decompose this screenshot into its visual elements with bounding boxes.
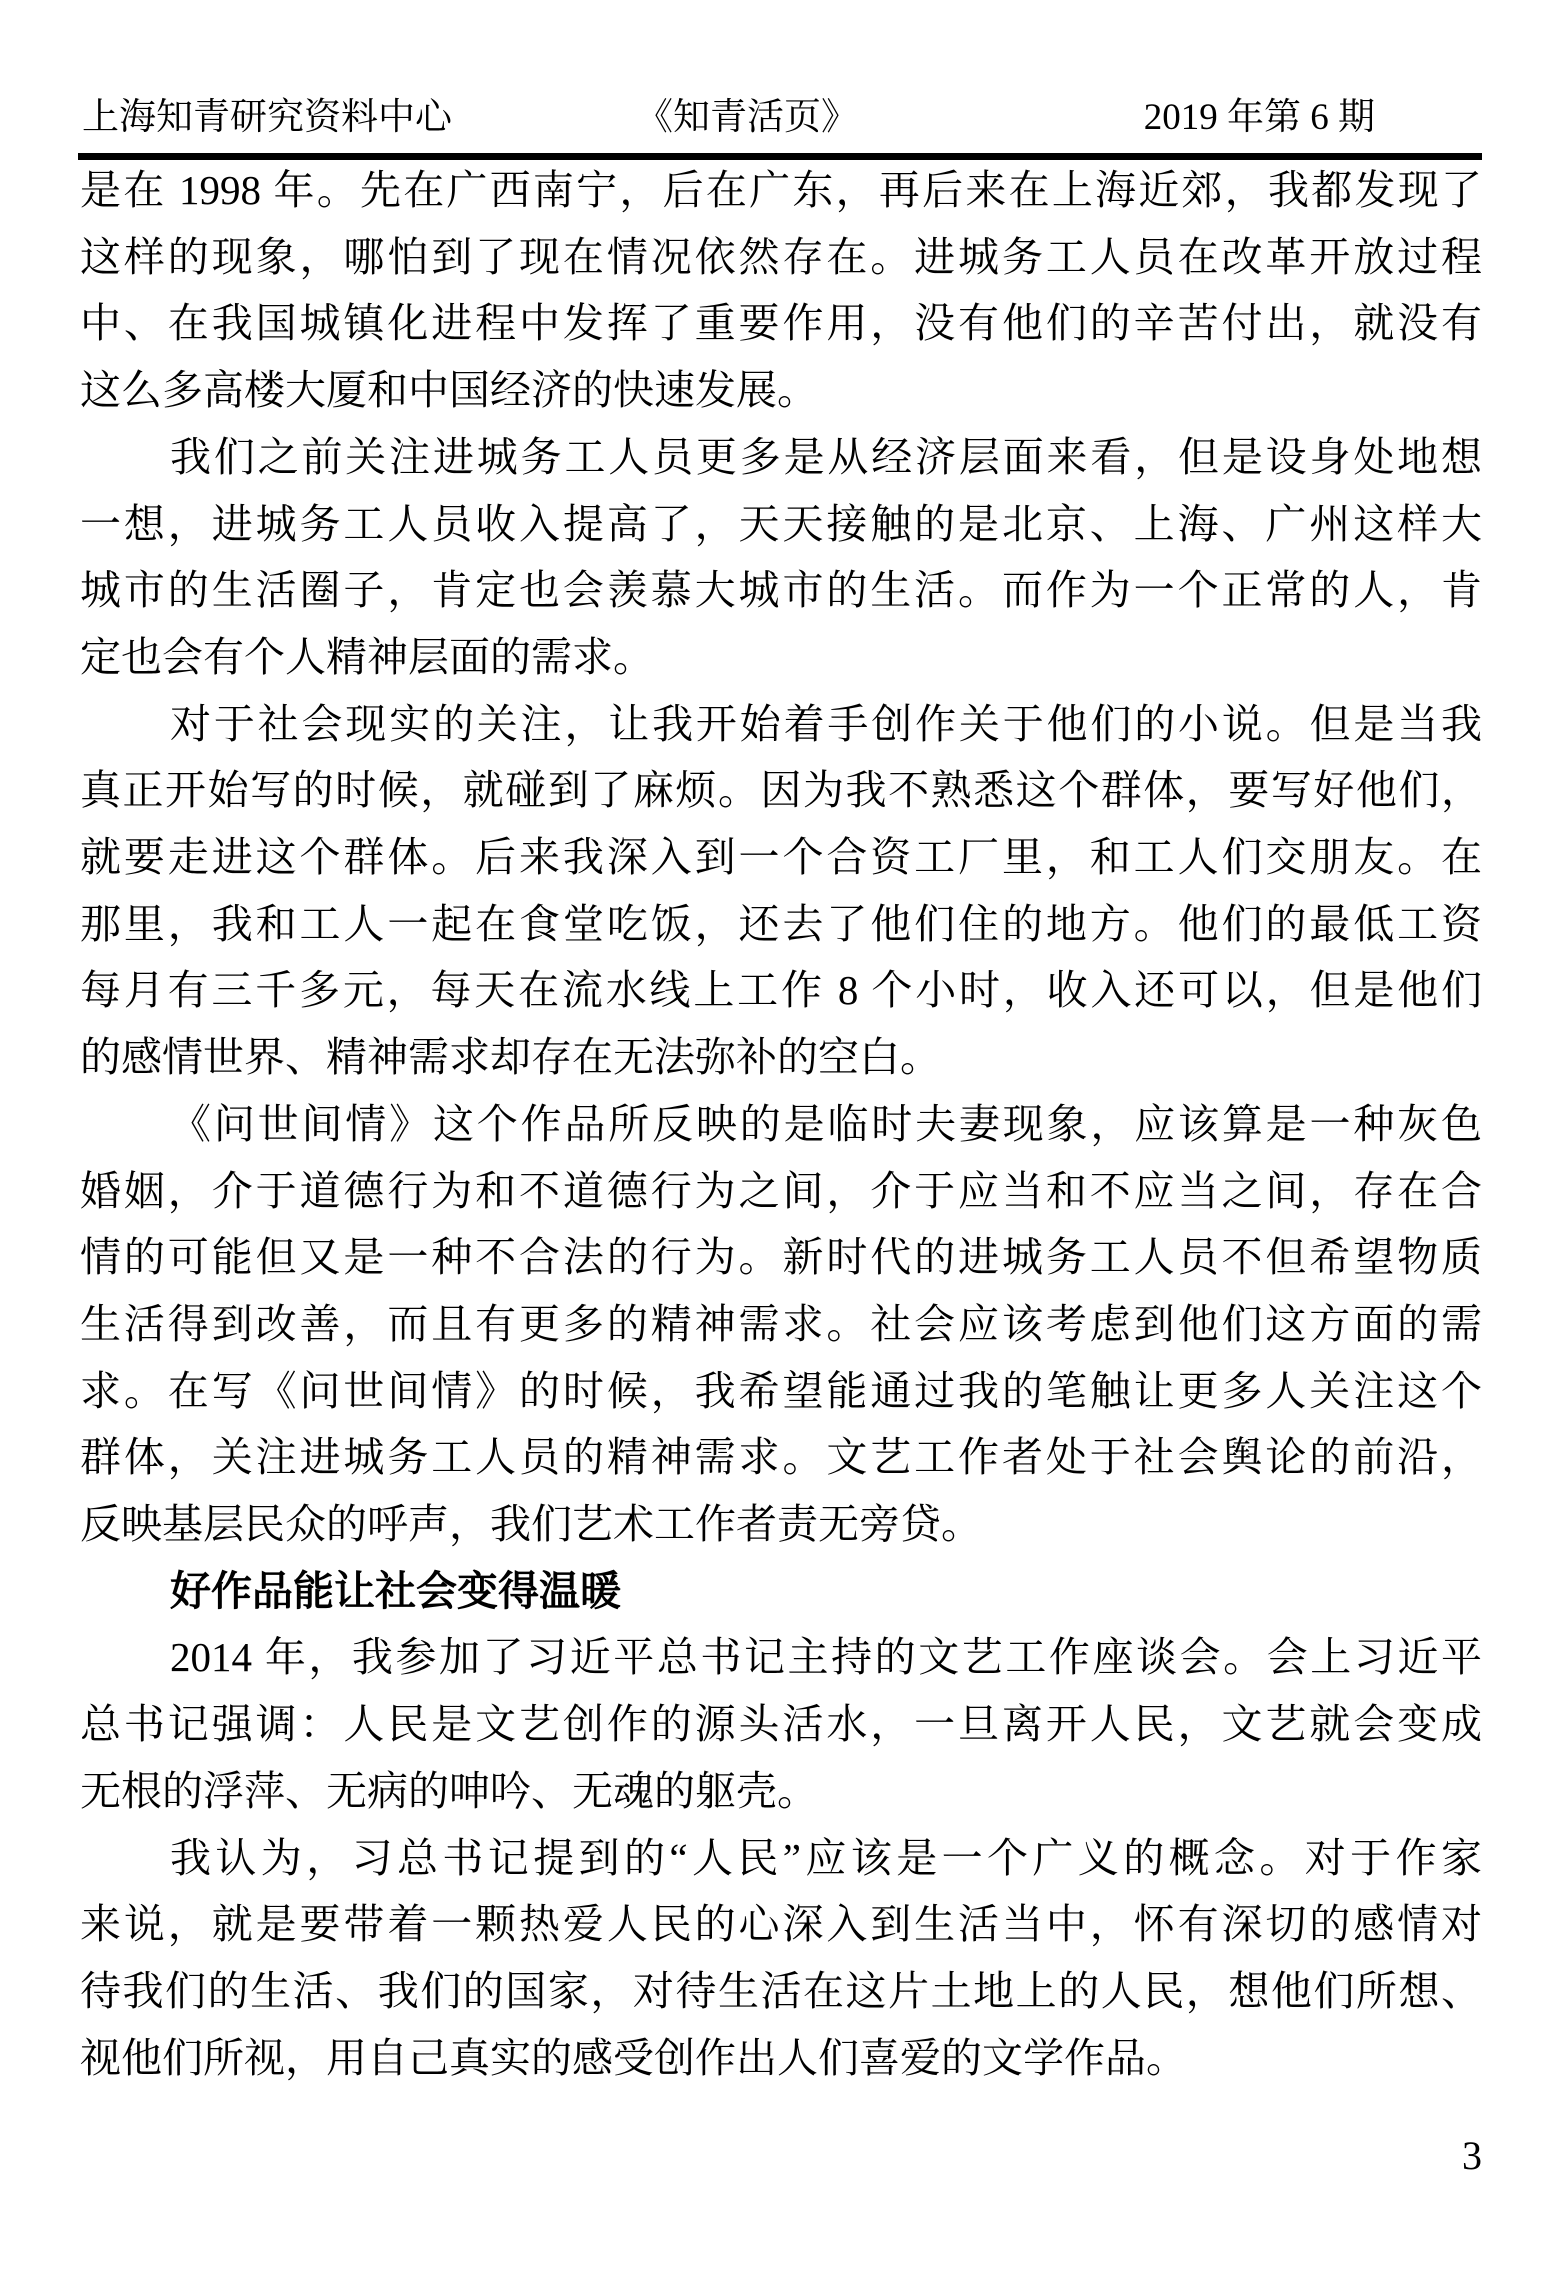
text-line: 生活得到改善，而且有更多的精神需求。社会应该考虑到他们这方面的需 [80, 1300, 1482, 1347]
text-line: 一想，进城务工人员收入提高了，天天接触的是北京、上海、广州这样大 [80, 500, 1482, 547]
text-line: 城市的生活圈子，肯定也会羡慕大城市的生活。而作为一个正常的人，肯 [80, 567, 1482, 614]
text-line: 来说，就是要带着一颗热爱人民的心深入到生活当中，怀有深切的感情对 [80, 1901, 1482, 1948]
text-line: 无根的浮萍、无病的呻吟、无魂的躯壳。 [80, 1767, 818, 1814]
text-line: 就要走进这个群体。后来我深入到一个合资工厂里，和工人们交朋友。在 [80, 834, 1482, 881]
text-line: 每月有三千多元，每天在流水线上工作 8 个小时，收入还可以，但是他们 [80, 967, 1482, 1014]
text-line: 总书记强调：人民是文艺创作的源头活水，一旦离开人民，文艺就会变成 [80, 1701, 1482, 1748]
text-line: 是在 1998 年。先在广西南宁，后在广东，再后来在上海近郊，我都发现了 [80, 167, 1482, 213]
text-line: 待我们的生活、我们的国家，对待生活在这片土地上的人民，想他们所想、 [80, 1967, 1482, 2014]
text-line: 真正开始写的时候，就碰到了麻烦。因为我不熟悉这个群体，要写好他们， [80, 767, 1482, 814]
text-line: 中、在我国城镇化进程中发挥了重要作用，没有他们的辛苦付出，就没有 [80, 300, 1482, 347]
text-line: 对于社会现实的关注，让我开始着手创作关于他们的小说。但是当我 [170, 700, 1482, 747]
page-number: 3 [1462, 2133, 1482, 2178]
text-line: 《问世间情》这个作品所反映的是临时夫妻现象，应该算是一种灰色 [170, 1100, 1482, 1147]
page-header [80, 95, 1482, 141]
text-line: 我认为，习总书记提到的“人民”应该是一个广义的概念。对于作家 [170, 1834, 1482, 1881]
text-line: 这么多高楼大厦和中国经济的快速发展。 [80, 367, 818, 414]
text-line: 的感情世界、精神需求却存在无法弥补的空白。 [80, 1034, 941, 1081]
text-line: 定也会有个人精神层面的需求。 [80, 633, 654, 680]
text-line: 群体，关注进城务工人员的精神需求。文艺工作者处于社会舆论的前沿， [80, 1434, 1482, 1481]
text-line: 这样的现象，哪怕到了现在情况依然存在。进城务工人员在改革开放过程 [80, 233, 1482, 280]
section-heading: 好作品能让社会变得温暖 [170, 1567, 621, 1614]
text-line: 2014 年，我参加了习近平总书记主持的文艺工作座谈会。会上习近平 [170, 1634, 1482, 1681]
text-line: 视他们所视，用自己真实的感受创作出人们喜爱的文学作品。 [80, 2034, 1187, 2081]
text-line: 求。在写《问世间情》的时候，我希望能通过我的笔触让更多人关注这个 [80, 1367, 1482, 1414]
text-line: 情的可能但又是一种不合法的行为。新时代的进城务工人员不但希望物质 [80, 1234, 1482, 1281]
text-line: 反映基层民众的呼声，我们艺术工作者责无旁贷。 [80, 1501, 982, 1548]
header-left-title: 上海知青研究资料中心 [82, 97, 452, 138]
text-line: 婚姻，介于道德行为和不道德行为之间，介于应当和不应当之间，存在合 [80, 1167, 1482, 1214]
text-line: 我们之前关注进城务工人员更多是从经济层面来看，但是设身处地想 [170, 433, 1482, 480]
header-publication-title: 《知青活页》 [636, 97, 858, 138]
text-line: 那里，我和工人一起在食堂吃饭，还去了他们住的地方。他们的最低工资 [80, 900, 1482, 947]
document-body [80, 157, 1482, 2091]
header-issue-info: 2019 年第 6 期 [1143, 97, 1375, 138]
